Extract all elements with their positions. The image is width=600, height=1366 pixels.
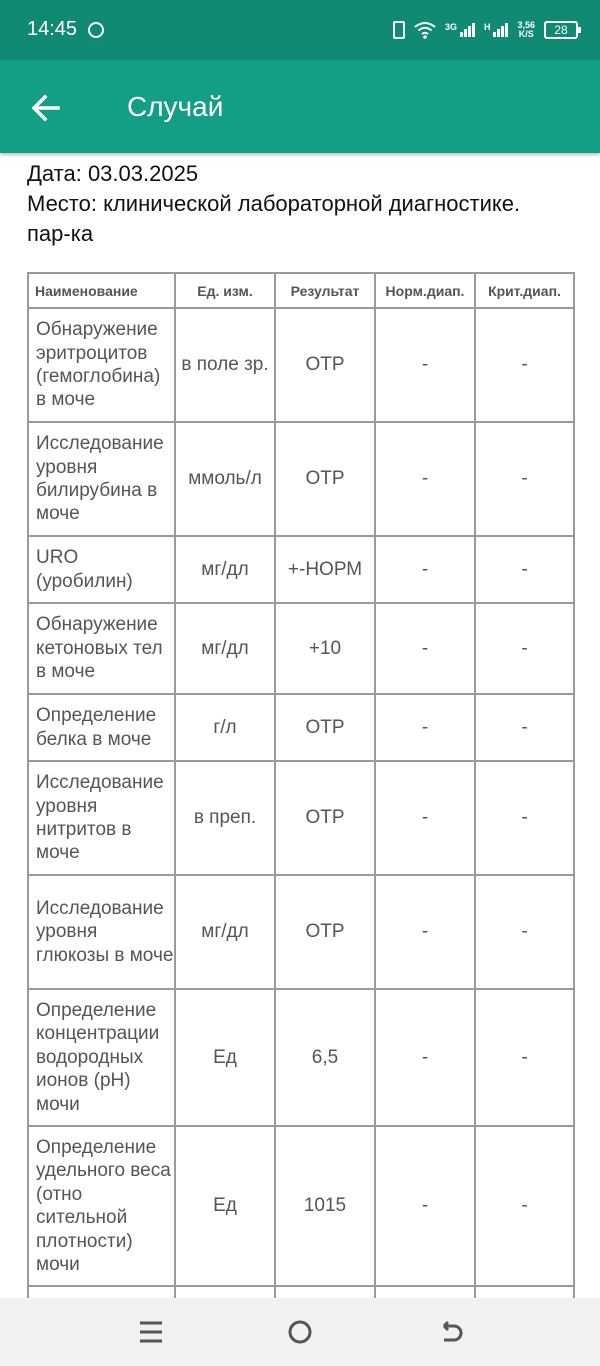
table-row [28,1126,574,1286]
table-row [28,761,574,875]
speed-value: 3,56 [517,20,535,30]
column-header-result: Результат [275,273,375,308]
results-table-wrap [27,272,573,1347]
row-norm: - [375,1126,475,1286]
row-name: Обнаружение эритроцитов (гемоглобина) в моче [28,308,175,422]
case-date: Дата: 03.03.2025 [27,161,199,186]
row-norm: - [375,603,475,694]
row-result: ОТР [275,761,375,875]
row-name: URO (уробилин) [28,536,175,603]
table-row [28,422,574,536]
row-crit: - [475,536,574,603]
row-norm: - [375,308,475,422]
network-type-label: H [483,22,491,32]
vibrate-icon [393,21,405,39]
column-header-norm: Норм.диап. [375,273,475,308]
row-name: Исследование уровня билирубина в моче [28,422,175,536]
table-row [28,694,574,761]
row-unit: ммоль/л [175,422,275,536]
row-name: Исследование уровня нитритов в моче [28,761,175,875]
row-norm: - [375,761,475,875]
row-norm: - [375,536,475,603]
table-row [28,989,574,1126]
row-name: Исследование уровня глюкозы в моче [28,875,175,989]
menu-icon[interactable] [137,1318,165,1346]
home-icon[interactable] [286,1318,314,1346]
row-result: ОТР [275,422,375,536]
row-name: Определение белка в моче [28,694,175,761]
row-name: Обнаружение кетоновых тел в моче [28,603,175,694]
row-result: ОТР [275,694,375,761]
row-unit: г/л [175,694,275,761]
row-result: +-НОРМ [275,536,375,603]
arrow-left-icon[interactable] [28,90,64,126]
results-table [27,272,575,1347]
row-unit: Ед [175,1126,275,1286]
row-result: 1015 [275,1126,375,1286]
row-unit: в поле зр. [175,308,275,422]
status-icons [393,16,578,44]
table-row [28,536,574,603]
table-row [28,875,574,989]
row-unit: Ед [175,989,275,1126]
column-header-name: Наименование [28,273,175,308]
row-result: 6,5 [275,989,375,1126]
status-bar [0,0,600,60]
page-title: Случай [127,91,224,122]
row-crit: - [475,308,574,422]
case-info [27,159,567,249]
row-crit: - [475,875,574,989]
row-result: ОТР [275,875,375,989]
row-name: Определение концентрации водородных ионов (pH) мочи [28,989,175,1126]
row-result: +10 [275,603,375,694]
row-norm: - [375,694,475,761]
clock-icon [88,22,104,38]
table-row [28,603,574,694]
row-unit: мг/дл [175,875,275,989]
row-norm: - [375,875,475,989]
network-speed [517,21,535,39]
battery-icon: 28 [544,21,578,39]
table-header-row [28,273,574,308]
column-header-crit: Крит.диап. [475,273,574,308]
app-bar [0,60,600,153]
status-time: 14:45 [27,18,78,40]
row-crit: - [475,422,574,536]
row-crit: - [475,603,574,694]
network-type-label: 3G [444,22,457,32]
back-icon[interactable] [436,1318,464,1346]
column-header-unit: Ед. изм. [175,273,275,308]
row-crit: - [475,694,574,761]
row-norm: - [375,422,475,536]
speed-unit: K/S [518,29,534,39]
system-nav-bar [0,1298,600,1366]
row-unit: в преп. [175,761,275,875]
row-norm: - [375,989,475,1126]
wifi-icon [414,21,436,39]
row-crit: - [475,1126,574,1286]
row-crit: - [475,761,574,875]
table-row [28,308,574,422]
row-result: ОТР [275,308,375,422]
row-unit: мг/дл [175,603,275,694]
signal-icon [445,23,475,37]
row-name: Определение удельного веса (отно сительной плотности) мочи [28,1126,175,1286]
case-place: Место: клинической лабораторной диагностике. пар-ка [27,191,521,246]
row-crit: - [475,989,574,1126]
row-unit: мг/дл [175,536,275,603]
signal-icon [484,23,509,37]
